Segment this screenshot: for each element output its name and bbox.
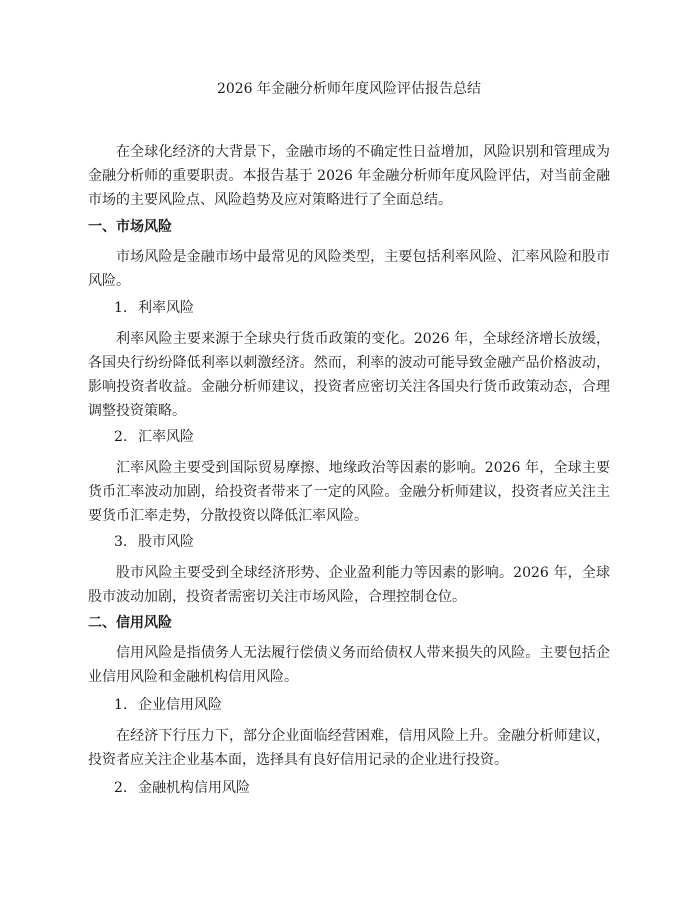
section-heading-credit-risk: 二、信用风险 — [88, 615, 172, 631]
item-title: 股市风险 — [138, 534, 194, 550]
subheading-stock-market-risk — [114, 532, 194, 552]
item-number: 3. — [114, 534, 128, 550]
item-title: 汇率风险 — [138, 429, 194, 445]
exchange-rate-risk-paragraph: 汇率风险主要受到国际贸易摩擦、地缘政治等因素的影响。2026 年，全球主要货币汇率波动加剧，给投资者带来了一定的风险。金融分析师建议，投资者应关注主要货币汇率走势，分散投资以降低汇率风险。 — [88, 460, 610, 524]
document-title: 2026 年金融分析师年度风险评估报告总结 — [216, 81, 482, 97]
subheading-corporate-credit-risk — [114, 695, 222, 715]
credit-risk-intro: 信用风险是指债务人无法履行偿债义务而给债权人带来损失的风险。主要包括企业信用风险和金融机构信用风险。 — [88, 645, 610, 685]
intro-paragraph: 在全球化经济的大背景下，金融市场的不确定性日益增加，风险识别和管理成为金融分析师的重要职责。本报告基于 2026 年金融分析师年度风险评估，对当前金融市场的主要风险点、风险趋势及应对策略进行了全面总结。 — [88, 144, 610, 208]
stock-market-risk-paragraph: 股市风险主要受到全球经济形势、企业盈利能力等因素的影响。2026 年，全球股市波动加剧，投资者需密切关注市场风险，合理控制仓位。 — [88, 565, 610, 605]
item-number: 1. — [114, 697, 128, 713]
item-title: 金融机构信用风险 — [138, 780, 250, 796]
item-number: 2. — [114, 780, 128, 796]
subheading-financial-institution-credit-risk — [114, 778, 250, 798]
item-number: 2. — [114, 429, 128, 445]
item-title: 利率风险 — [138, 300, 194, 316]
market-risk-intro: 市场风险是金融市场中最常见的风险类型，主要包括利率风险、汇率风险和股市风险。 — [88, 249, 610, 289]
subheading-interest-rate-risk — [114, 298, 194, 318]
interest-rate-risk-paragraph: 利率风险主要来源于全球央行货币政策的变化。2026 年，全球经济增长放缓，各国央行纷纷降低利率以刺激经济。然而，利率的波动可能导致金融产品价格波动，影响投资者收益。金融分析师建议，投资者应密切关注各国央行货币政策动态，合理调整投资策略。 — [88, 331, 610, 419]
section-heading-market-risk: 一、市场风险 — [88, 219, 172, 235]
corporate-credit-risk-paragraph: 在经济下行压力下，部分企业面临经营困难，信用风险上升。金融分析师建议，投资者应关注企业基本面，选择具有良好信用记录的企业进行投资。 — [88, 728, 610, 768]
subheading-exchange-rate-risk — [114, 427, 194, 447]
item-number: 1. — [114, 300, 128, 316]
item-title: 企业信用风险 — [138, 697, 222, 713]
